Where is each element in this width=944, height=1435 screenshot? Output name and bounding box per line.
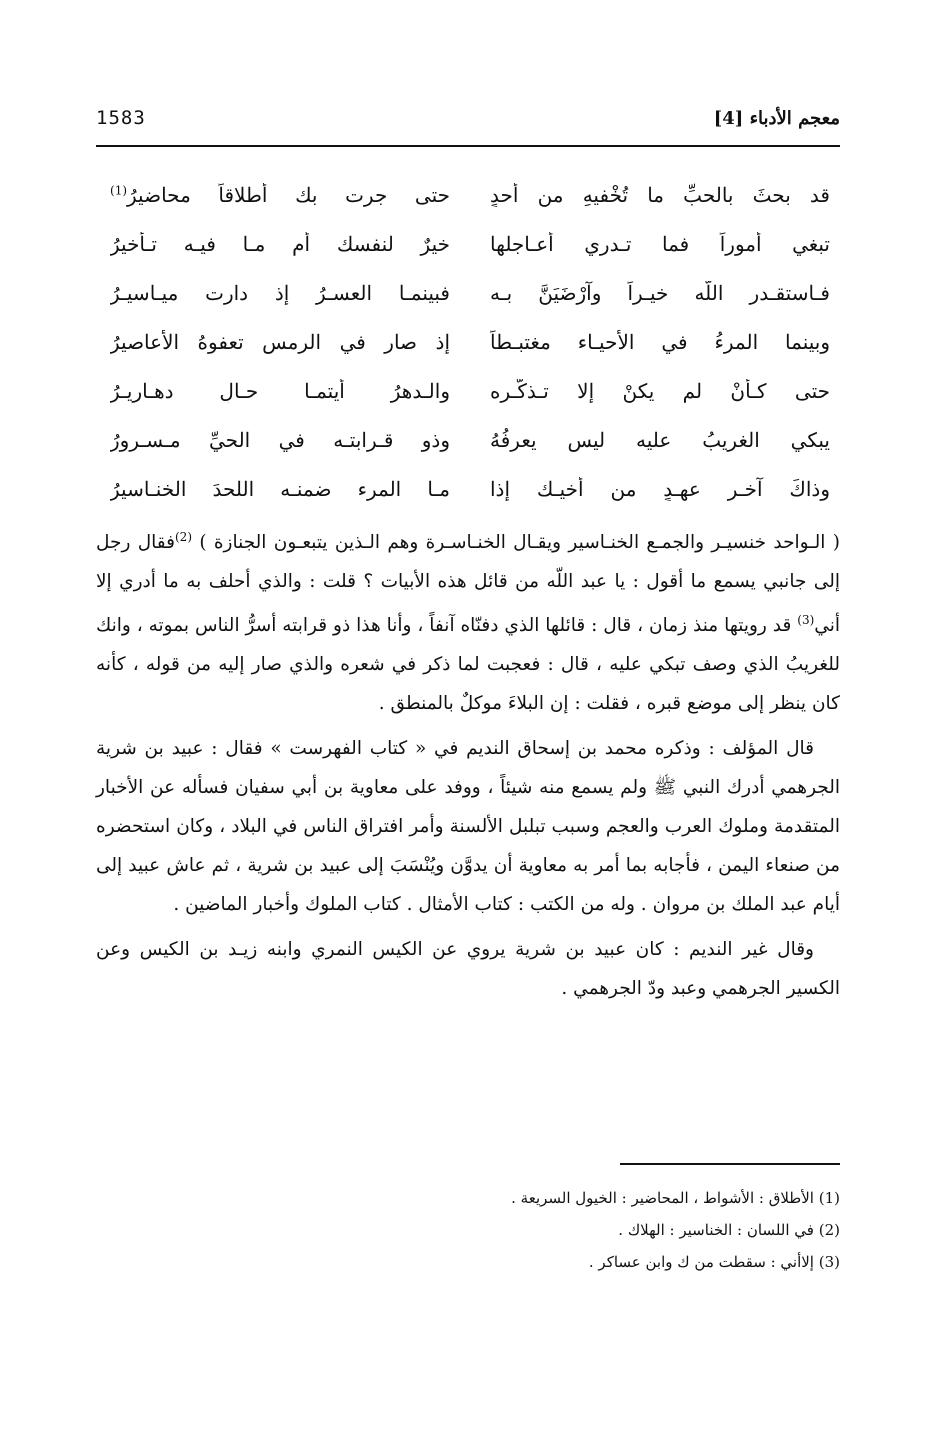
verse-second-hemistich: خيرٌ لنفسك أم مـا فيـه تـأخيرُ [110,231,450,256]
verse-second-hemistich: فبينمـا العسـرُ إذ دارت ميـاسيـرُ [110,280,450,305]
poem-verse [110,464,830,513]
hemistich-text: حتى جرت بك أطلاقاً محاضيرُ [127,182,450,207]
poem-verse [110,268,830,317]
paragraph [96,518,840,723]
paragraph-text: فقال رجل إلى جانبي يسمع ما أقول : يا عبد اللّه من قائل هذه الأبيات ؟ قلت : والذي أحلف به ما أدري إلا أني [96,532,840,637]
footnote-rule [620,1163,840,1165]
footnote-marker-2: (2) [174,530,192,544]
verse-first-hemistich: حتى كـأنْ لم يكنْ إلا تـذكّـره [490,378,830,403]
book-title: معجم الأدباء [4] [713,107,840,129]
verse-second-hemistich: وذو قـرابتـه في الحيِّ مـسـرورُ [110,427,450,452]
paragraph: قال المؤلف : وذكره محمد بن إسحاق النديم في « كتاب الفهرست » فقال : عبيد بن شرية الجرهمي أدرك النبي ﷺ ولم يسمع منه شيئاً ، ووفد على معاوية بن أبي سفيان فسأله عن الأخبار المتقدمة وملوك العرب والعجم وسبب تبلبل الألسنة وأمر افتراق الناس في البلاد ، وكان استحضره من صنعاء اليمن ، فأجابه بما أمر به معاوية أن يدوَّن ويُنْسَبَ إلى عبيد بن شرية ، ثم عاش عبيد إلى أيام عبد الملك بن مروان . وله من الكتب : كتاب الأمثال . كتاب الملوك وأخبار الماضين . [96,738,840,916]
running-head [96,100,840,136]
paragraph: وقال غير النديم : كان عبيد بن شرية يروي عن الكيس النمري وابنه زيـد بن الكيس وعن الكسير الجرهمي وعبد ودّ الجرهمي . [96,939,840,1000]
poem-verse [110,170,830,219]
verse-first-hemistich: وذاكَ آخـر عهـدٍ من أخيـك إذا [490,476,830,501]
poem-verse [110,317,830,366]
footnote-marker-3: (3) [797,613,815,628]
footnote: (2) في اللسان : الخناسير : الهلاك . [618,1221,840,1239]
footnotes [96,1182,840,1278]
poem-verse [110,219,830,268]
verse-first-hemistich: تبغي أموراً فما تـدري أعـاجلها [490,231,830,256]
paragraph-text: ( الـواحد خنسيـر والجمـع الخنـاسير ويقـال الخنـاسـرة وهم الـذين يتبعـون الجنازة ) [199,532,840,554]
verse-second-hemistich [110,183,450,207]
verse-first-hemistich: وبينما المرءُ في الأحيـاء مغتبـطاً [490,329,830,354]
header-rule [96,145,840,147]
paragraph-text: قد رويتها منذ زمان ، قال : قائلها الذي دفنّاه آنفاً ، وأنا هذا ذو قرابته أسرُّ الناس بموته ، وانك للغريبُ الذي وصف تبكي عليه ، قال : فعجبت لما ذكر في شعره والذي صار إليه من قوله ، كأنه كان ينظر إلى موضع قبره ، فقلت : إن البلاءَ موكلٌ بالمنطق . [96,615,840,715]
poem-verse [110,366,830,415]
footnote: (1) الأطلاق : الأشواط ، المحاضير : الخيول السريعة . [511,1189,840,1207]
verse-first-hemistich: فـاستقـدرِ اللّه خيـراً وآرْضَيَنَّ بـه [490,280,830,305]
verse-first-hemistich: يبكي الغريبُ عليه ليس يعرفُهُ [490,427,830,452]
poem-verse [110,415,830,464]
verse-second-hemistich: إذ صار في الرمس تعفوهُ الأعاصيرُ [110,329,450,354]
footnote-marker-1: (1) [110,182,128,197]
poem [110,170,830,513]
verse-second-hemistich: والـدهرُ أيتمـا حـالٍ دهـاريـرُ [110,378,450,403]
footnote: (3) إلاأني : سقطت من ك وابن عساكر . [588,1253,840,1271]
prose-body [96,518,840,1014]
page-number: 1583 [96,107,146,129]
verse-first-hemistich: قد بحثَ بالحبِّ ما تُخْفيهِ من أحدٍ [490,182,830,207]
verse-second-hemistich: مـا المرء ضمنـه اللحدَ الخنـاسيرُ [110,476,450,501]
